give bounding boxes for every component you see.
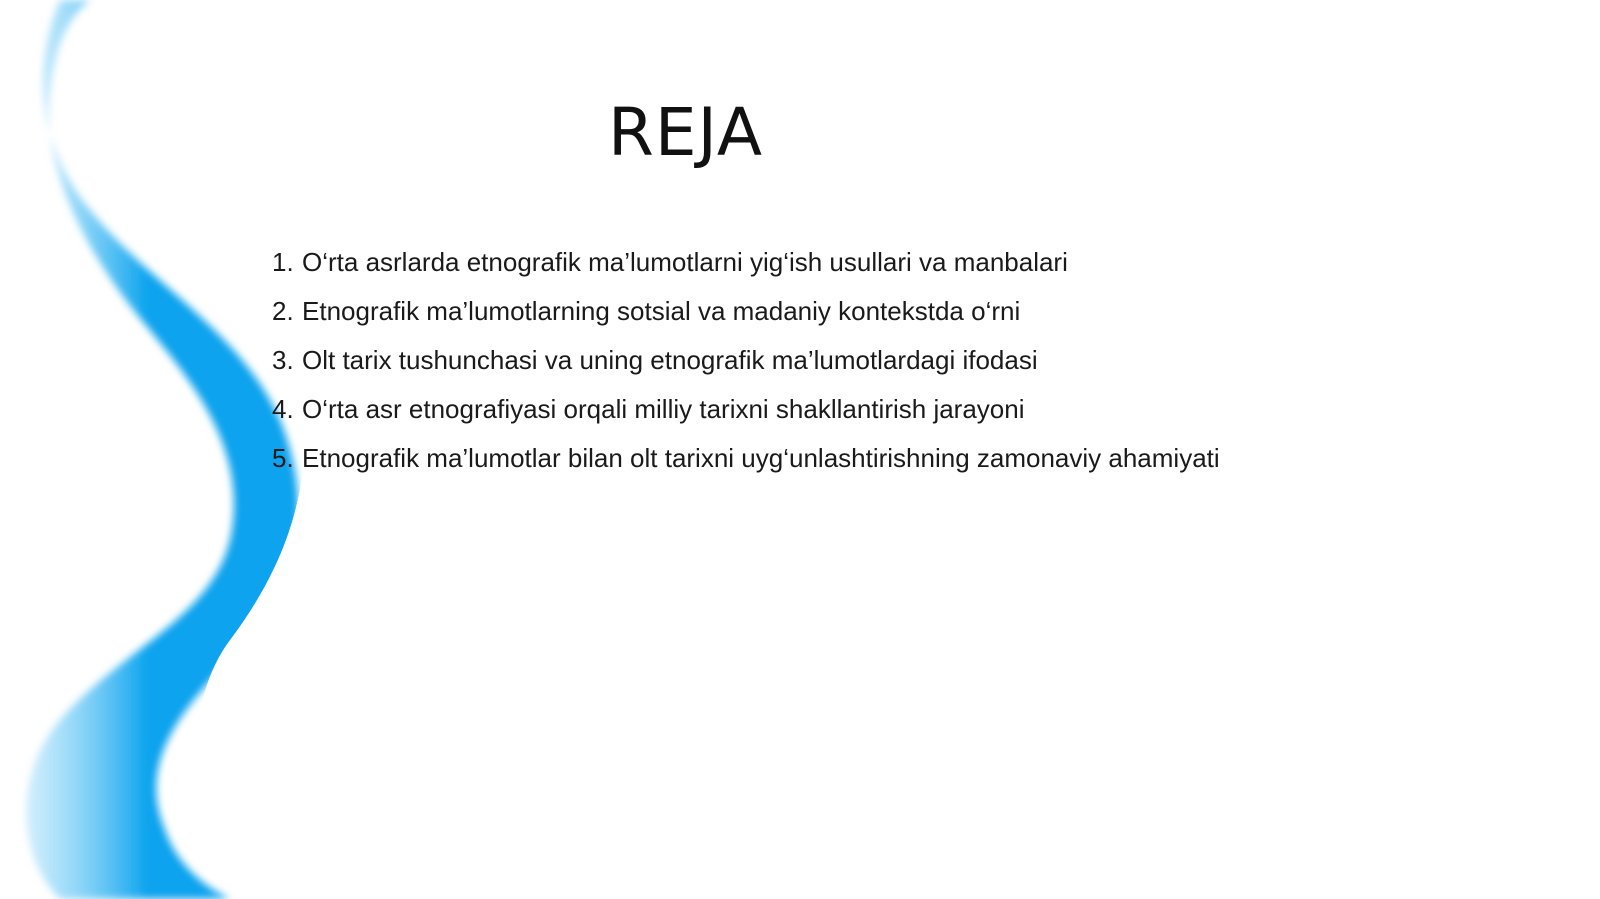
plan-item-text: Olt tarix tushunchasi va uning etnografik ma’lumotlardagi ifodasi [302,345,1038,375]
plan-item-4 [272,385,1220,434]
slide-title: REJA [608,94,764,171]
plan-item-3 [272,336,1220,385]
plan-item-number: 4. [272,394,294,424]
plan-item-number: 5. [272,443,294,473]
plan-list [272,238,1220,483]
plan-item-number: 3. [272,345,294,375]
plan-item-number: 1. [272,247,294,277]
plan-item-1 [272,238,1220,287]
plan-item-5 [272,434,1220,483]
plan-item-number: 2. [272,296,294,326]
plan-item-text: O‘rta asrlarda etnografik ma’lumotlarni yig‘ish usullari va manbalari [302,247,1068,277]
plan-item-text: Etnografik ma’lumotlar bilan olt tarixni uyg‘unlashtirishning zamonaviy ahamiyati [302,443,1220,473]
plan-item-text: O‘rta asr etnografiyasi orqali milliy tarixni shakllantirish jarayoni [302,394,1025,424]
plan-item-text: Etnografik ma’lumotlarning sotsial va madaniy kontekstda o‘rni [302,296,1021,326]
plan-item-2 [272,287,1220,336]
